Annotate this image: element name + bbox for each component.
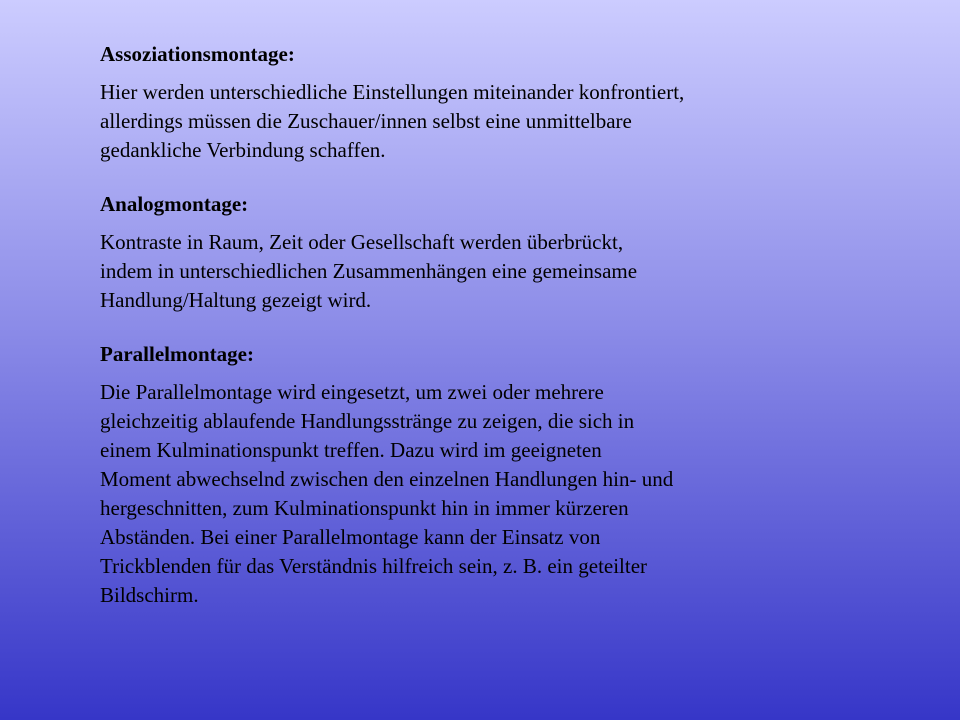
text-line: allerdings müssen die Zuschauer/innen selbst eine unmittelbare <box>100 109 632 133</box>
section-heading: Parallelmontage: <box>100 342 254 366</box>
text-line: gedankliche Verbindung schaffen. <box>100 138 386 162</box>
text-line: Moment abwechselnd zwischen den einzelnen Handlungen hin- und <box>100 467 674 491</box>
section-heading: Assoziationsmontage: <box>100 42 295 66</box>
text-line: Die Parallelmontage wird eingesetzt, um zwei oder mehrere <box>100 380 604 404</box>
section-heading: Analogmontage: <box>100 192 249 216</box>
section-body <box>100 228 860 315</box>
text-line: Abständen. Bei einer Parallelmontage kann der Einsatz von <box>100 525 601 549</box>
text-line: Kontraste in Raum, Zeit oder Gesellschaft werden überbrückt, <box>100 230 624 254</box>
text-line: indem in unterschiedlichen Zusammenhängen eine gemeinsame <box>100 259 638 283</box>
text-line: Trickblenden für das Verständnis hilfreich sein, z. B. ein geteilter <box>100 554 648 578</box>
text-line: Handlung/Haltung gezeigt wird. <box>100 288 372 312</box>
text-line: hergeschnitten, zum Kulminationspunkt hin in immer kürzeren <box>100 496 629 520</box>
section-body <box>100 378 860 610</box>
text-line: einem Kulminationspunkt treffen. Dazu wird im geeigneten <box>100 438 602 462</box>
section-analogmontage <box>100 190 860 315</box>
slide-content <box>100 40 860 610</box>
section-assoziationsmontage <box>100 40 860 165</box>
text-line: Bildschirm. <box>100 583 199 607</box>
text-line: gleichzeitig ablaufende Handlungsstränge zu zeigen, die sich in <box>100 409 635 433</box>
text-line: Hier werden unterschiedliche Einstellungen miteinander konfrontiert, <box>100 80 685 104</box>
section-parallelmontage <box>100 340 860 610</box>
section-body <box>100 78 860 165</box>
